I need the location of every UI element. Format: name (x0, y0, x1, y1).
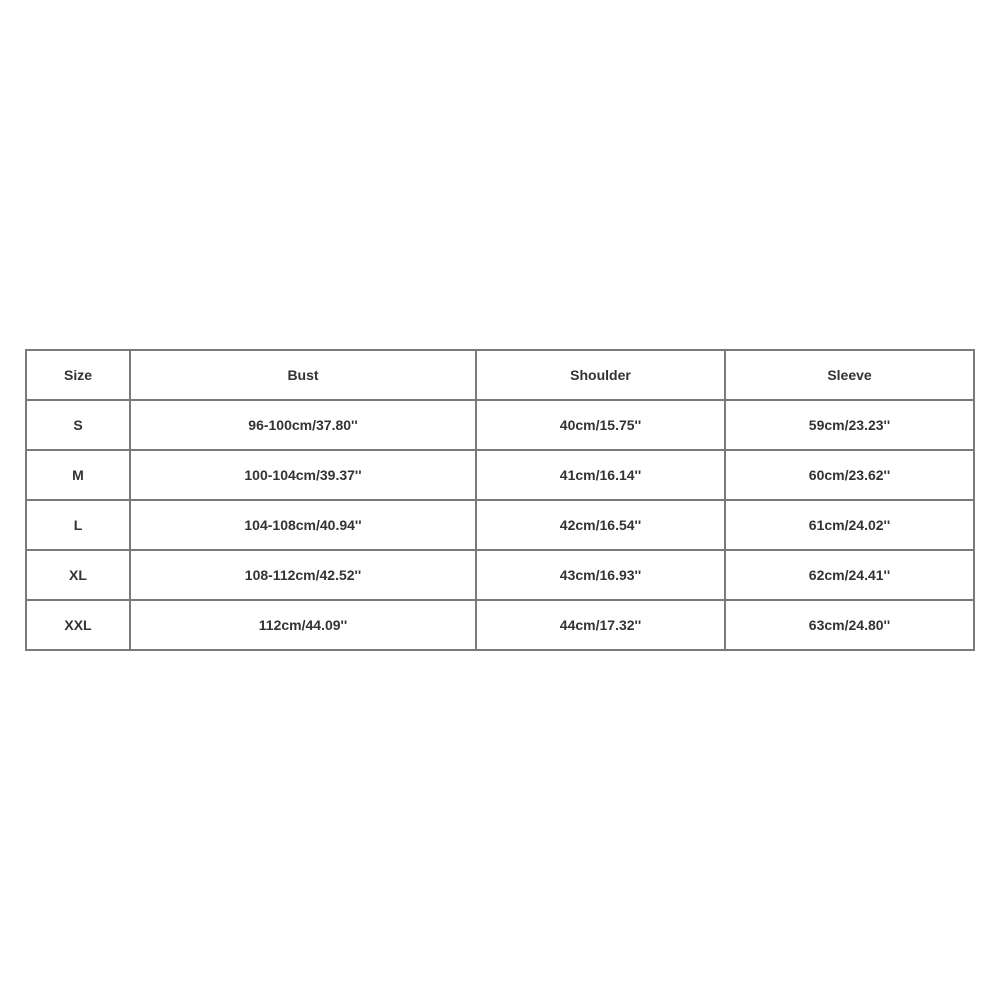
size-chart-table (25, 349, 975, 651)
cell-size: L (26, 500, 130, 550)
cell-sleeve: 59cm/23.23'' (725, 400, 974, 450)
table-row (26, 600, 974, 650)
header-sleeve: Sleeve (725, 350, 974, 400)
cell-sleeve: 63cm/24.80'' (725, 600, 974, 650)
table-row (26, 400, 974, 450)
header-shoulder: Shoulder (476, 350, 725, 400)
table-row (26, 450, 974, 500)
cell-size: M (26, 450, 130, 500)
header-bust: Bust (130, 350, 476, 400)
cell-shoulder: 42cm/16.54'' (476, 500, 725, 550)
cell-size: S (26, 400, 130, 450)
cell-size: XL (26, 550, 130, 600)
cell-shoulder: 41cm/16.14'' (476, 450, 725, 500)
cell-sleeve: 61cm/24.02'' (725, 500, 974, 550)
header-size: Size (26, 350, 130, 400)
cell-shoulder: 40cm/15.75'' (476, 400, 725, 450)
cell-shoulder: 43cm/16.93'' (476, 550, 725, 600)
cell-size: XXL (26, 600, 130, 650)
cell-bust: 112cm/44.09'' (130, 600, 476, 650)
cell-shoulder: 44cm/17.32'' (476, 600, 725, 650)
table-row (26, 500, 974, 550)
cell-sleeve: 62cm/24.41'' (725, 550, 974, 600)
cell-sleeve: 60cm/23.62'' (725, 450, 974, 500)
cell-bust: 100-104cm/39.37'' (130, 450, 476, 500)
table-row (26, 550, 974, 600)
table-header-row (26, 350, 974, 400)
cell-bust: 96-100cm/37.80'' (130, 400, 476, 450)
cell-bust: 104-108cm/40.94'' (130, 500, 476, 550)
cell-bust: 108-112cm/42.52'' (130, 550, 476, 600)
